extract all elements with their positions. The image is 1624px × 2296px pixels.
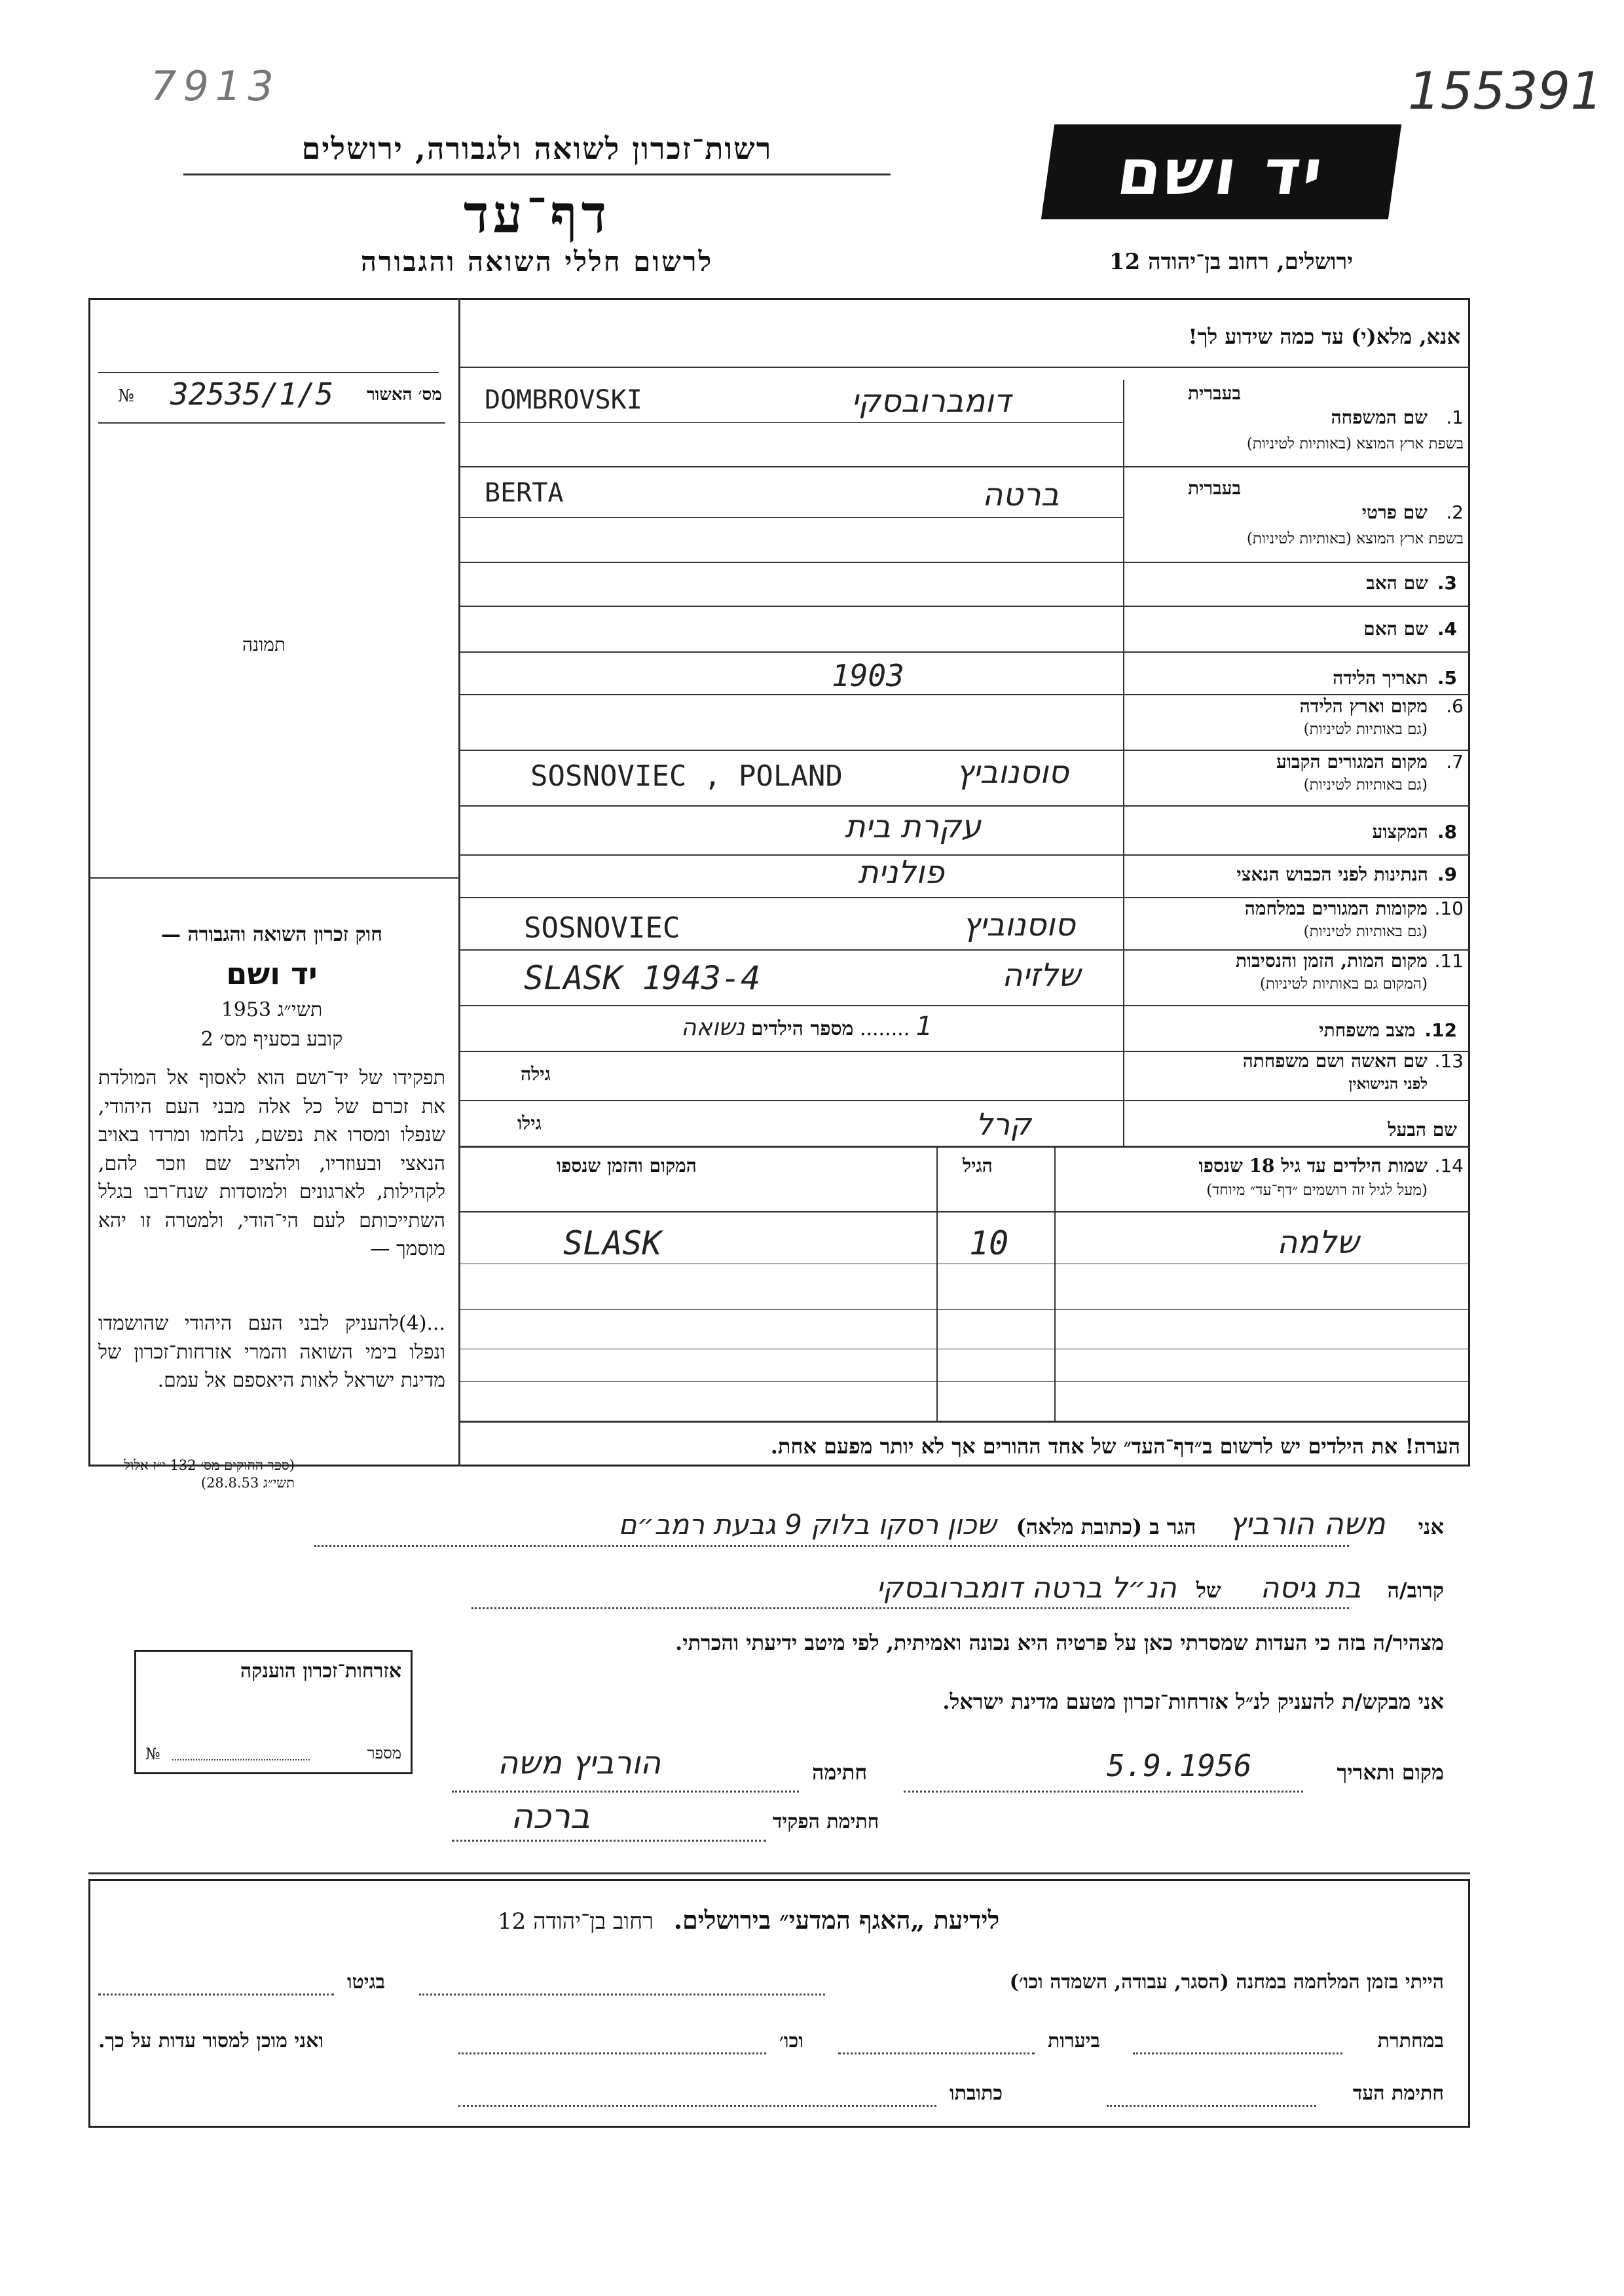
field-11-number: 11.	[1434, 950, 1464, 972]
signature-value[interactable]: הורביץ משה	[498, 1745, 661, 1781]
field-7-row	[1130, 752, 1464, 804]
husband-age-label: גילו	[517, 1112, 542, 1134]
field-7-value-latin[interactable]: SOSNOVIEC , POLAND	[530, 759, 843, 793]
field-11-sub: (המקום גם באותיות לטיניות)	[1259, 975, 1428, 993]
marital-status-value: נשואה	[681, 1014, 745, 1041]
relative-label: קרוב/ה	[1387, 1578, 1444, 1603]
field-9-label	[1236, 864, 1457, 885]
residing-label: הגר ב (כתובת מלאה)	[1016, 1514, 1196, 1539]
field-2-value-hebrew[interactable]: ברטה	[982, 477, 1060, 513]
field-9-text: הנתינות לפני הכבוש הנאצי	[1236, 864, 1428, 885]
field-4-number: 4.	[1437, 618, 1457, 640]
field-2-label: שם פרטי	[1361, 501, 1428, 523]
field-12-status[interactable]	[681, 1011, 932, 1042]
child-1-place[interactable]: SLASK	[563, 1224, 662, 1262]
field-13-number: 13.	[1434, 1050, 1464, 1072]
of-label: של	[1196, 1578, 1221, 1603]
citizenship-box-no-symbol: №	[145, 1745, 160, 1763]
archive-number: 155391	[1408, 62, 1603, 121]
field-10-value-latin[interactable]: SOSNOVIEC	[524, 911, 680, 945]
residing-value[interactable]: שכון רסקו בלוק 9 גבעת רמב״ם	[618, 1508, 997, 1540]
law-clause: ...(4)להעניק לבני העם היהודי שהושמדו ונפלו בימי השואה והמרי אזרחות־זכרון של מדינת ישראל לאות היאספם אל עמם.	[98, 1312, 445, 1392]
bottom-line-1: הייתי בזמן המלחמה במחנה (הסגר, עבודה, השמדה וכו׳)	[1009, 1971, 1444, 1994]
field-6-label: מקום וארץ הלידה	[1299, 695, 1428, 717]
field-12-label	[1319, 1020, 1457, 1041]
ghetto-label: בגיטו	[347, 1971, 386, 1994]
field-5-text: תאריך הלידה	[1333, 667, 1428, 689]
declarant-name[interactable]: משה הורביץ	[1228, 1506, 1386, 1541]
place-date-value[interactable]: 5.9.1956	[1107, 1748, 1252, 1783]
field-11-row	[1130, 951, 1464, 1003]
approval-no-symbol: №	[118, 386, 134, 406]
form-title: דף־עד	[463, 183, 611, 245]
etc-label: וכו׳	[779, 2030, 803, 2052]
children-heading-number: 14.	[1434, 1155, 1464, 1176]
field-4-label	[1363, 619, 1457, 640]
law-title: חוק זכרון השואה והגבורה —	[161, 923, 382, 946]
relative-value[interactable]: בת גיסה	[1260, 1571, 1361, 1605]
field-2-sub: בשפת ארץ המוצא (באותיות לטיניות)	[1246, 530, 1464, 547]
field-3-text: שם האב	[1366, 572, 1428, 594]
field-1-sub: בשפת ארץ המוצא (באותיות לטיניות)	[1246, 435, 1464, 452]
field-9-value[interactable]: פולנית	[858, 854, 944, 891]
approval-strip	[98, 308, 439, 373]
place-date-label: מקום ותאריך	[1337, 1760, 1444, 1785]
declarant-label: אני	[1418, 1514, 1444, 1539]
field-4-text: שם האם	[1363, 618, 1428, 640]
law-year: תשי״ג 1953	[221, 998, 323, 1021]
of-value[interactable]: הנ״ל ברטה דומברובסקי	[876, 1571, 1177, 1605]
field-13-label: שם האשה ושם משפחתה	[1242, 1050, 1428, 1072]
declare-text: מצהיר/ה בזה כי העדות שמסרתי כאן על פרטיה היא נכונה ואמיתית, לפי מיטב ידיעתי והכרתי.	[675, 1630, 1444, 1655]
child-1-age[interactable]: 10	[969, 1224, 1009, 1262]
officer-label: חתימת הפקיד	[773, 1810, 879, 1833]
children-col-place: המקום והזמן שנספו	[557, 1155, 697, 1176]
field-1-lang: בעברית	[1187, 382, 1241, 404]
field-7-label: מקום המגורים הקבוע	[1276, 751, 1428, 773]
children-count-value: 1	[915, 1011, 933, 1042]
field-10-value-hebrew[interactable]: סוסנוביץ	[963, 907, 1076, 943]
field-7-value-hebrew[interactable]: סוסנוביץ	[956, 754, 1069, 791]
field-1-row	[1130, 380, 1464, 465]
forests-label: ביערות	[1048, 2030, 1101, 2052]
bottom-title-text: לידיעת „האגף המדעי״ בירושלים.	[673, 1905, 1000, 1935]
field-1-value-latin[interactable]: DOMBROVSKI	[485, 385, 642, 415]
field-2-value-latin[interactable]: BERTA	[485, 478, 564, 508]
note: הערה! את הילדים יש לרשום ב״דף־העד״ של אחד ההורים אך לא יותר מפעם אחת.	[770, 1434, 1460, 1459]
children-col-age: הגיל	[963, 1155, 993, 1176]
law-name: יד ושם	[226, 956, 318, 991]
willing-text: ואני מוכן למסור עדות על כך.	[98, 2030, 324, 2052]
field-2-row	[1130, 475, 1464, 560]
witness-address-label: כתובתו	[950, 2082, 1003, 2105]
field-10-row	[1130, 898, 1464, 951]
approval-number: 32535/1/5	[170, 376, 334, 412]
field-1-value-hebrew[interactable]: דומברובסקי	[851, 383, 1011, 420]
authority-title: רשות־זכרון לשואה ולגבורה, ירושלים	[301, 131, 773, 166]
field-10-number: 10.	[1434, 898, 1464, 919]
child-1-name[interactable]: שלמה	[1277, 1224, 1359, 1261]
field-10-label: מקומות המגורים במלחמה	[1244, 898, 1428, 919]
underground-label: במחתרת	[1377, 2030, 1444, 2052]
field-6-row	[1130, 696, 1464, 748]
field-6-number: 6.	[1446, 695, 1464, 717]
form-subtitle: לרשום חללי השואה והגבורה	[360, 246, 714, 278]
field-11-value-hebrew[interactable]: שלזיה	[1002, 957, 1080, 994]
field-7-sub: (גם באותיות לטיניות)	[1303, 776, 1428, 793]
field-7-number: 7.	[1446, 751, 1464, 773]
citizenship-box-title: אזרחות־זכרון הוענקה	[240, 1660, 401, 1683]
field-13-sub: לפני הנישואין	[1348, 1075, 1428, 1093]
field-1-label: שם המשפחה	[1331, 407, 1428, 428]
children-count-dots: ........	[859, 1017, 910, 1040]
children-heading-text: שמות הילדים עד גיל 18 שנספו	[1198, 1155, 1428, 1176]
field-3-number: 3.	[1437, 572, 1457, 594]
field-1-number: 1.	[1446, 407, 1464, 428]
instruction: אנא, מלא(י) עד כמה שידוע לך!	[1188, 324, 1460, 349]
field-5-label	[1333, 668, 1457, 689]
signature-label: חתימה	[812, 1760, 868, 1785]
field-8-text: המקצוע	[1372, 821, 1428, 843]
field-13-age-label: גילה	[521, 1063, 551, 1085]
bottom-address: רחוב בן־יהודה 12	[498, 1908, 654, 1935]
law-body: תפקידו של יד־ושם הוא לאסוף אל המולדת את זכרם של כל אלה מבני העם היהודי, שנפלו ומסרו את נפשם, נלחמו ומרדו באויב הנאצי ובעוזריו, ולהציב שם וזכר להם, לקהילות, לארגונים ולמוסדות שנח־רבו בגלל השתייכותם לעם הי־הודי, ולמטרה זו יהא מוסמך —	[98, 1066, 445, 1260]
field-12-number: 12.	[1424, 1019, 1457, 1041]
field-6-sub: (גם באותיות לטיניות)	[1303, 721, 1428, 738]
field-5-number: 5.	[1437, 667, 1457, 689]
field-8-label	[1373, 822, 1458, 843]
approval-label: מס׳ האשור	[367, 385, 442, 405]
field-3-label	[1366, 573, 1457, 594]
field-8-value[interactable]: עקרת בית	[845, 809, 982, 845]
archive-pencil-number: 7913	[151, 62, 280, 110]
husband-value[interactable]: קרל	[976, 1106, 1031, 1142]
yad-vashem-logo	[1041, 124, 1401, 219]
officer-signature[interactable]: ברכה	[511, 1797, 590, 1836]
children-heading-sub: (מעל לגיל זה רושמים ״דף־עד״ מיוחד)	[1206, 1182, 1428, 1199]
logo-text: יד ושם	[1113, 135, 1330, 209]
field-5-value[interactable]: 1903	[832, 658, 904, 693]
bottom-title	[498, 1905, 999, 1935]
field-12-text: מצב משפחתי	[1319, 1019, 1416, 1041]
witness-signature-label: חתימת העד	[1352, 2082, 1444, 2105]
field-2-lang: בעברית	[1187, 477, 1241, 499]
field-9-number: 9.	[1437, 864, 1457, 885]
field-2-number: 2.	[1446, 501, 1464, 523]
declaration-line-2	[396, 1571, 1444, 1605]
yad-vashem-address: ירושלים, רחוב בן־יהודה 12	[1109, 249, 1354, 275]
citizenship-box-number-label: מספר	[367, 1744, 401, 1762]
photo-label: תמונה	[242, 634, 286, 655]
field-11-label: מקום המות, הזמן והנסיבות	[1235, 950, 1428, 972]
citizenship-box	[134, 1650, 413, 1774]
field-11-value-latin[interactable]: SLASK 1943-4	[524, 959, 761, 997]
declaration-line-1	[200, 1506, 1444, 1541]
request-text: אני מבקש/ת להעניק לנ״ל אזרחות־זכרון מטעם מדינת ישראל.	[942, 1689, 1444, 1714]
field-10-sub: (גם באותיות לטיניות)	[1303, 923, 1428, 940]
field-13-row	[1130, 1051, 1464, 1103]
field-8-number: 8.	[1437, 821, 1457, 843]
law-section: קובע בסעיף מס׳ 2	[200, 1028, 343, 1051]
law-reference: (ספר החוקים מס׳ 132 י״ז אלול תשי״ג 28.8.53)	[124, 1457, 295, 1491]
children-count-label: מספר הילדים	[750, 1017, 854, 1040]
husband-label: שם הבעל	[1388, 1119, 1457, 1140]
